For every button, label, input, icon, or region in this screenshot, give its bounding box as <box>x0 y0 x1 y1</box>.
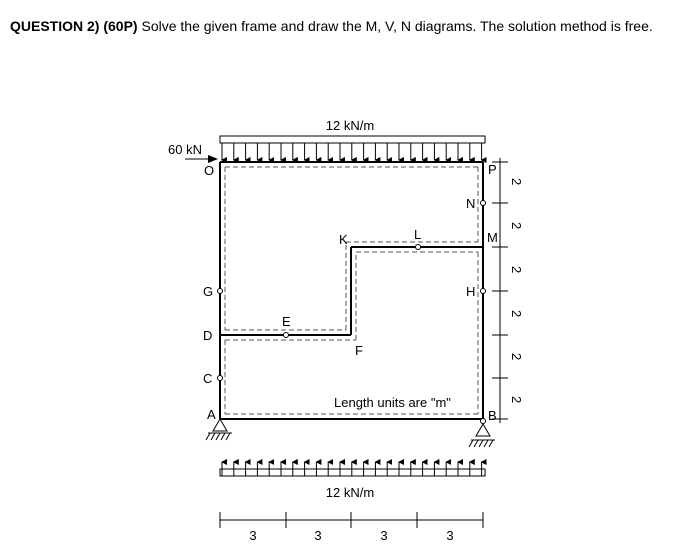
label-C: C <box>203 371 213 386</box>
label-D: D <box>203 328 213 343</box>
question-text: Solve the given frame and draw the M, V, N diagrams. The solution method is free. <box>141 18 653 34</box>
label-L: L <box>414 227 422 242</box>
hinge-L <box>416 245 421 250</box>
units-note: Length units are "m" <box>334 395 451 410</box>
hinge-E <box>284 333 289 338</box>
dim-right-5: 2 <box>509 353 524 361</box>
label-N: N <box>466 196 476 211</box>
top-load-label: 12 kN/m <box>325 118 375 133</box>
dim-bottom-3: 3 <box>380 528 388 543</box>
point-load-label: 60 kN <box>168 142 202 157</box>
point-load <box>168 142 217 159</box>
dim-bottom-4: 3 <box>446 528 454 543</box>
dim-right-6: 2 <box>509 396 524 404</box>
label-E: E <box>282 314 291 329</box>
label-G: G <box>203 284 214 299</box>
dim-right-4: 2 <box>509 310 524 318</box>
support-A <box>206 419 232 440</box>
top-load-arrows <box>222 143 482 160</box>
dim-right-2: 2 <box>509 222 524 230</box>
label-H: H <box>466 284 476 299</box>
dim-right-3: 2 <box>509 266 524 274</box>
hinge-H <box>481 289 486 294</box>
hinge-C <box>218 376 223 381</box>
pin-triangle-B <box>476 424 490 436</box>
top-distributed-load <box>220 118 485 160</box>
label-K: K <box>339 232 348 247</box>
label-A: A <box>207 407 216 422</box>
right-dimensions <box>492 158 524 423</box>
label-P: P <box>488 162 497 177</box>
hinge-G <box>218 289 223 294</box>
frame-members <box>220 162 483 419</box>
bottom-load-label: 12 kN/m <box>325 485 375 500</box>
label-B: B <box>488 408 497 423</box>
dim-bottom-2: 3 <box>314 528 322 543</box>
label-F: F <box>355 343 363 358</box>
bottom-distributed-load <box>220 462 485 500</box>
label-O: O <box>204 163 215 178</box>
dim-bottom-1: 3 <box>249 528 257 543</box>
question-number: QUESTION 2) (60P) <box>10 18 138 34</box>
top-load-band <box>220 136 485 143</box>
hinge-N <box>481 201 486 206</box>
bottom-load-band <box>220 469 485 476</box>
bottom-dimensions <box>220 512 483 543</box>
label-M: M <box>487 230 498 245</box>
dim-right-1: 2 <box>509 178 524 186</box>
